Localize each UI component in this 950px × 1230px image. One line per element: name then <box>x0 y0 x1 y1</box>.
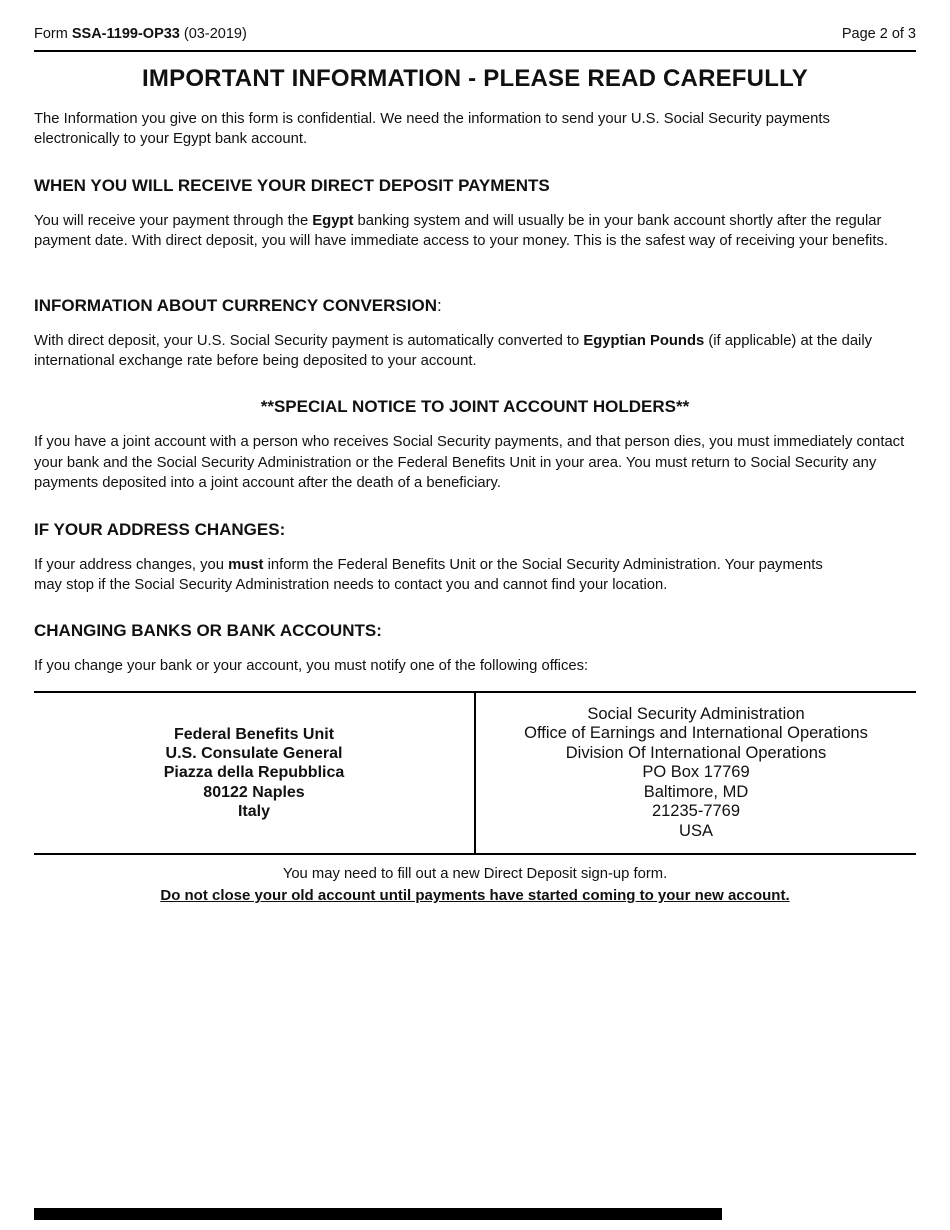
form-number-bold: SSA-1199-OP33 <box>71 26 180 42</box>
address-line: Division Of International Operations <box>565 743 827 762</box>
address-line: PO Box 17769 <box>642 763 750 782</box>
text-segment: (if applicable) at the daily international exchange rate before being deposited to your account. <box>34 332 873 370</box>
heading-address-changes: IF YOUR ADDRESS CHANGES: <box>34 519 286 539</box>
address-line: Social Security Administration <box>587 704 805 723</box>
heading-changing-banks: CHANGING BANKS OR BANK ACCOUNTS: <box>34 621 382 641</box>
bold-segment: Egyptian Pounds <box>583 332 705 349</box>
intro-paragraph: The Information you give on this form is confidential. We need the information to send your U.S. Social Security payments electronically to your Egypt bank account. <box>34 111 830 148</box>
address-line: Italy <box>237 802 270 820</box>
form-revision: (03-2019) <box>179 26 247 42</box>
address-line: Piazza della Repubblica <box>163 764 345 782</box>
address-line: Federal Benefits Unit <box>173 726 335 744</box>
joint-account-paragraph: If you have a joint account with a person who receives Social Security payments, and that person dies, you must immediately contact your bank and the Social Security Administration or the Federal Benefits Unit in your area. You must return to Social Security any payments deposited into a joint account after the death of a beneficiary. <box>34 434 905 492</box>
office-cell-federal-benefits-unit <box>34 693 476 853</box>
footer-note-signup: You may need to fill out a new Direct Deposit sign-up form. <box>282 866 668 883</box>
currency-paragraph <box>34 331 916 372</box>
when-receive-paragraph <box>34 211 916 252</box>
address-line: 21235-7769 <box>651 802 741 821</box>
page-indicator: Page 2 of 3 <box>841 26 916 42</box>
address-changes-paragraph <box>34 555 842 596</box>
address-line: Office of Earnings and International Operations <box>524 724 868 743</box>
text-segment: With direct deposit, your U.S. Social Security payment is automatically converted to <box>34 332 584 349</box>
form-number <box>34 26 247 42</box>
offices-table <box>34 691 916 855</box>
bottom-black-bar <box>34 1208 722 1220</box>
text-segment: You will receive your payment through the <box>34 212 313 229</box>
heading-text: INFORMATION ABOUT CURRENCY CONVERSION <box>34 295 437 315</box>
page-title: IMPORTANT INFORMATION - PLEASE READ CAREFULLY <box>142 65 808 92</box>
office-cell-ssa <box>476 693 916 853</box>
heading-currency-conversion <box>34 296 916 316</box>
changing-banks-paragraph: If you change your bank or your account, you must notify one of the following offices: <box>34 658 589 675</box>
footer-note-warning: Do not close your old account until payments have started coming to your new account. <box>160 887 790 905</box>
bold-segment: must <box>228 556 264 573</box>
text-segment: If your address changes, you <box>34 556 229 573</box>
address-line: U.S. Consulate General <box>165 745 343 763</box>
address-line: USA <box>679 821 713 840</box>
text-segment: inform the Federal Benefits Unit or the Social Security Administration. Your payments may stop if the Social Security Administration needs to contact you and cannot find your location. <box>34 556 823 594</box>
bold-segment: Egypt <box>312 212 354 229</box>
heading-when-receive: WHEN YOU WILL RECEIVE YOUR DIRECT DEPOSIT PAYMENTS <box>34 175 550 195</box>
address-line: Baltimore, MD <box>643 782 749 801</box>
form-header <box>34 0 916 52</box>
form-prefix: Form <box>34 26 72 42</box>
heading-joint-account-notice: **SPECIAL NOTICE TO JOINT ACCOUNT HOLDERS** <box>260 397 690 417</box>
text-segment: banking system and will usually be in your bank account shortly after the regular payment date. With direct deposit, you will have immediate access to your money. This is the safest way of receiving your benefits. <box>34 212 888 250</box>
heading-colon: : <box>436 295 442 315</box>
address-line: 80122 Naples <box>203 783 305 801</box>
